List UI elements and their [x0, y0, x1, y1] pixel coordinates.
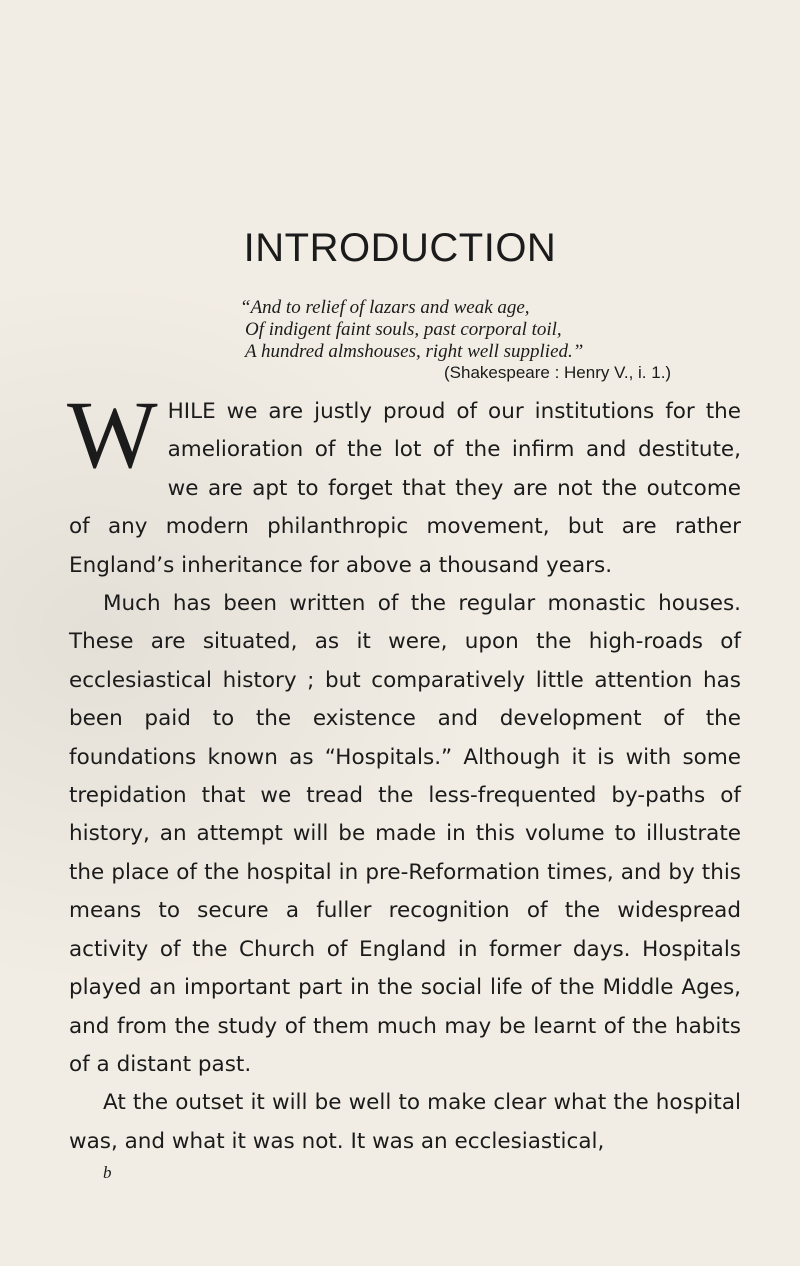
body-text: [67, 381, 741, 1161]
paragraph-3: At the outset it will be well to make clear what the hospital was, and what it was not. It was an ecclesiastical,: [69, 1090, 741, 1154]
epigraph-citation: (Shakespeare : Henry V., i. 1.): [444, 363, 672, 382]
paragraph-1: [67, 381, 741, 585]
drop-cap: W: [67, 381, 158, 488]
paragraph-2: Much has been written of the regular monastic houses. These are situated, as it were, upon the high-roads of ecclesiastical history ; but comparatively little attention has been paid to the existence and development of the foundations known as “Hospitals.” Although it is with some trepidation that we tread the less-frequented by-paths of history, an attempt will be made in this volume to illustrate the place of the hospital in pre-Reformation times, and by this means to secure a fuller recognition of the widespread activity of the Church of England in former days. Hospitals played an important part in the social life of the Middle Ages, and from the study of them much may be learnt of the habits of a distant past.: [69, 591, 741, 1077]
epigraph-line: “And to relief of lazars and weak age,: [240, 297, 530, 318]
signature-mark: b: [103, 1163, 112, 1182]
epigraph: [240, 297, 740, 363]
epigraph-line: Of indigent faint souls, past corporal toil,: [245, 319, 562, 340]
chapter-title: INTRODUCTION: [243, 226, 557, 270]
paragraph-1-text: HILE we are justly proud of our institutions for the amelioration of the lot of the infirm and destitute, we are apt to forget that they are not the outcome of any modern philanthropic movement, but are rather England’s inheritance for above a thousand years.: [69, 399, 741, 578]
epigraph-line: A hundred almshouses, right well supplied.”: [245, 341, 584, 362]
